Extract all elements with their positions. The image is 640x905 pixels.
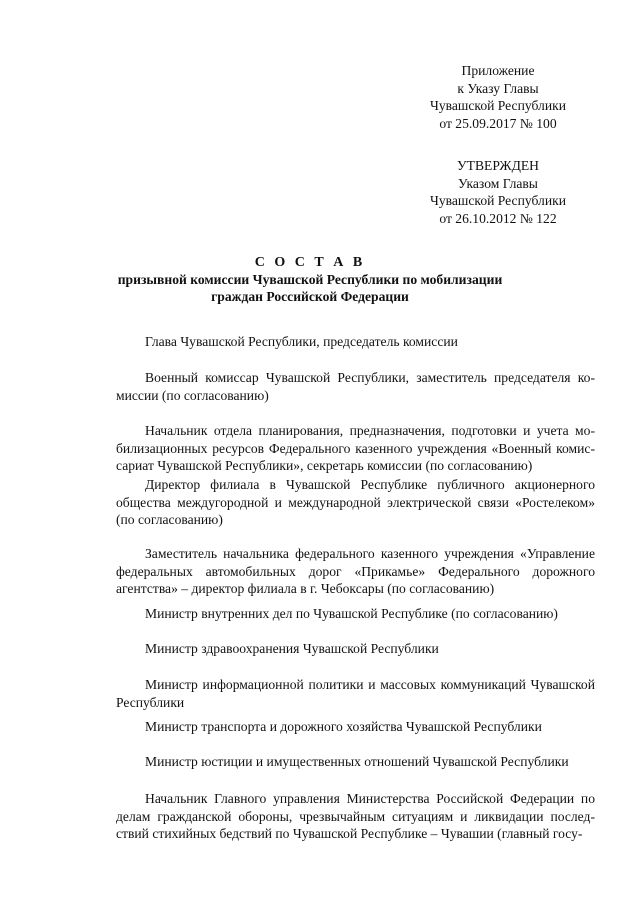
annex-block — [413, 62, 583, 132]
member-paragraph: Заместитель начальника федерального казенного учреждения «Управление федеральных автомобильных дорог «Прикамье» Федерального дорожного агентства» – директор филиала в г. Чебоксары (по согласованию) — [116, 546, 595, 597]
member-paragraph: Министр транспорта и дорожного хозяйства Чувашской Республики — [145, 719, 542, 734]
member-paragraph: Начальник Главного управления Министерства Российской Федерации по делам гражданской обороны, чрезвычайным ситуациям и ликвидации последствий стихийных бедствий по Чувашской Республике – Чувашии (главный госу- — [116, 791, 595, 842]
member-paragraph: Министр информационной политики и массовых коммуникаций Чувашской Республики — [116, 677, 595, 710]
approval-date-number: от 26.10.2012 № 122 — [439, 210, 557, 226]
approval-line: УТВЕРЖДЕН — [457, 158, 539, 173]
member-paragraph: Директор филиала в Чувашской Республике публичного акционерного общества междугородной и международной электрической связи «Ростелеком» (по согласованию) — [116, 477, 595, 528]
member-paragraph: Военный комиссар Чувашской Республики, заместитель председателя комиссии (по согласованию) — [116, 370, 595, 403]
approval-line: Указом Главы — [458, 175, 538, 191]
annex-date-number: от 25.09.2017 № 100 — [439, 115, 557, 131]
member-paragraph: Министр юстиции и имущественных отношений Чувашской Республики — [145, 754, 569, 769]
member-paragraph: Министр здравоохранения Чувашской Республики — [145, 641, 439, 656]
document-title — [100, 254, 520, 305]
approval-stamp-block — [413, 157, 583, 227]
annex-line: Приложение — [461, 63, 535, 78]
approval-line: Чувашской Республики — [430, 193, 566, 208]
member-paragraph: Глава Чувашской Республики, председатель комиссии — [145, 334, 458, 349]
member-paragraph: Начальник отдела планирования, предназначения, подготовки и учета мобилизационных ресурсов Федерального казенного учреждения «Военный комиссариат Чувашской Республики», секретарь комиссии (по согласованию) — [116, 423, 595, 474]
annex-line: Чувашской Республики — [430, 98, 566, 113]
title-subtitle: призывной комиссии Чувашской Республики по мобилизации — [117, 272, 503, 287]
title-subtitle: граждан Российской Федерации — [211, 289, 409, 304]
title-main: С О С Т А В — [254, 255, 366, 270]
member-paragraph: Министр внутренних дел по Чувашской Республике (по согласованию) — [145, 606, 558, 621]
annex-line: к Указу Главы — [457, 80, 539, 96]
